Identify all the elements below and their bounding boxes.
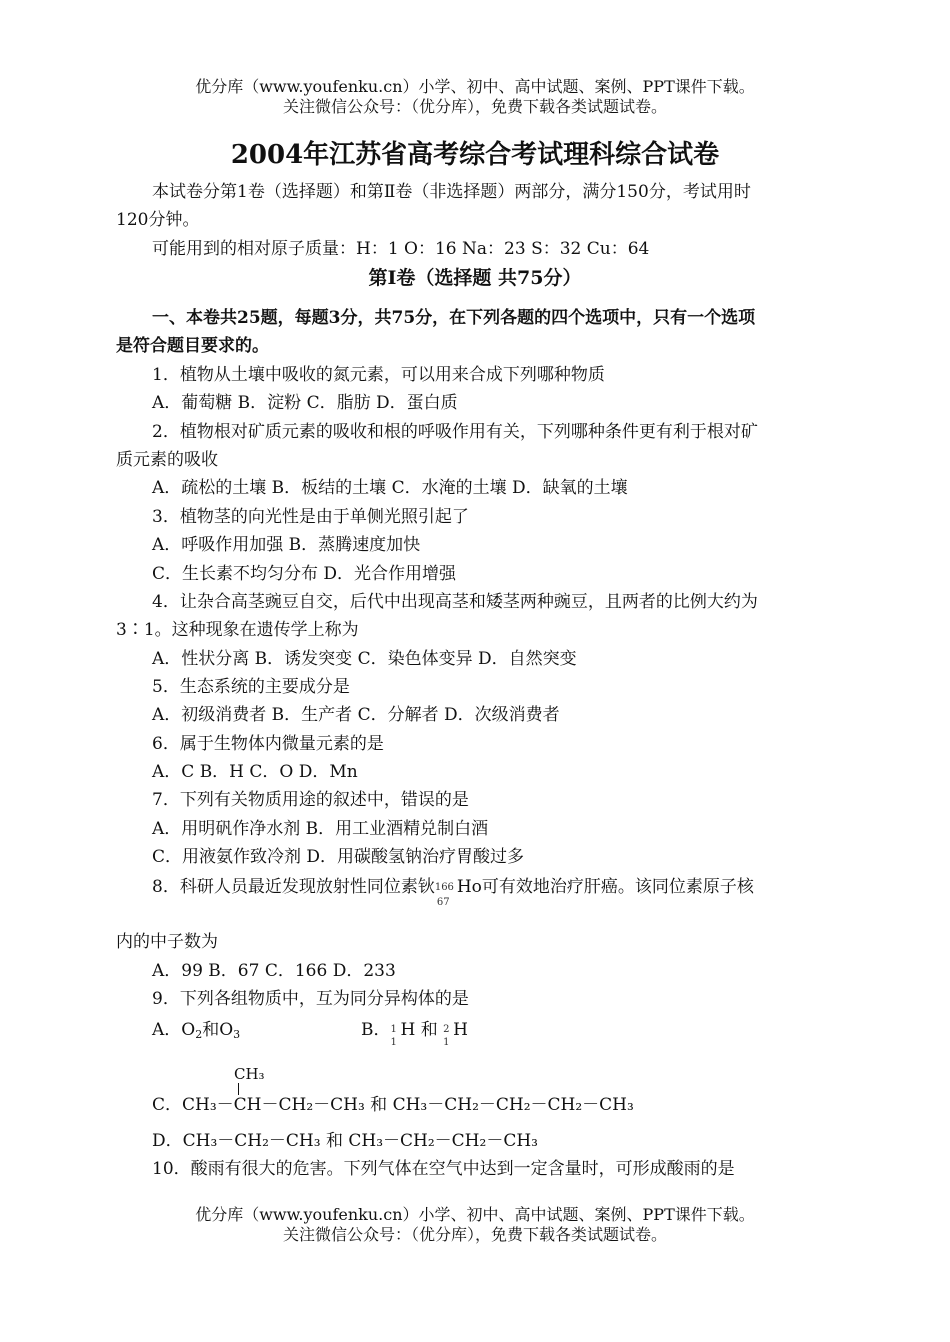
q2-stem-line2: 质元素的吸收	[116, 450, 218, 470]
q4-stem-line2: 3∶1。这种现象在遗传学上称为	[116, 620, 359, 640]
methyl-branch-label: CH₃	[234, 1065, 265, 1083]
q8-stem-line1	[152, 875, 842, 908]
q5-stem: 5．生态系统的主要成分是	[152, 677, 350, 697]
q1-options: A．葡萄糖 B．淀粉 C．脂肪 D．蛋白质	[152, 393, 458, 413]
q4-options: A．性状分离 B．诱发突变 C．染色体变异 D．自然突变	[152, 649, 577, 669]
q7-options-line2: C．用液氨作致冷剂 D．用碳酸氢钠治疗胃酸过多	[152, 847, 525, 867]
watermark-header-line1: 优分库（www.youfenku.cn）小学、初中、高中试题、案例、PPT课件下载。	[195, 77, 755, 96]
intro-line2: 120分钟。	[116, 210, 200, 230]
q9-option-d: D．CH₃－CH₂－CH₃ 和 CH₃－CH₂－CH₂－CH₃	[152, 1131, 538, 1151]
q7-stem: 7．下列有关物质用途的叙述中，错误的是	[152, 790, 469, 810]
q3-stem: 3．植物茎的向光性是由于单侧光照引起了	[152, 507, 469, 527]
q4-stem-line1: 4．让杂合高茎豌豆自交，后代中出现高茎和矮茎两种豌豆，且两者的比例大约为	[152, 592, 758, 612]
q2-stem-line1: 2．植物根对矿质元素的吸收和根的呼吸作用有关，下列哪种条件更有利于根对矿	[152, 422, 758, 442]
isotope-notation	[434, 875, 457, 908]
section-instruction-line2: 是符合题目要求的。	[116, 336, 269, 356]
isotope-atomic-number: 67	[436, 897, 450, 908]
q3-options-line1: A．呼吸作用加强 B．蒸腾速度加快	[152, 535, 421, 555]
methyl-branch	[232, 1065, 272, 1095]
q8-stem-part-a: 8．科研人员最近发现放射性同位素钬	[152, 877, 435, 897]
q8-stem-part-b: 可有效地治疗肝癌。该同位素原子核	[481, 877, 754, 897]
hydrogen-isotope-2: 2 1	[443, 1024, 450, 1048]
q8-options: A．99 B．67 C．166 D．233	[152, 961, 396, 981]
isotope-mass-number: 166	[434, 882, 454, 893]
q9-options-ab	[152, 1018, 842, 1048]
q10-stem: 10．酸雨有很大的危害。下列气体在空气中达到一定含量时，可形成酸雨的是	[152, 1159, 735, 1179]
q9-option-b: B． 1 1 H 和 2 1 H	[360, 1020, 468, 1048]
q5-options: A．初级消费者 B．生产者 C．分解者 D．次级消费者	[152, 705, 560, 725]
q9-stem: 9．下列各组物质中，互为同分异构体的是	[152, 989, 469, 1009]
atomic-mass-line: 可能用到的相对原子质量：H：1 O：16 Na：23 S：32 Cu：64	[152, 239, 650, 259]
hydrogen-isotope-1: 1 1	[390, 1024, 397, 1048]
q6-stem: 6．属于生物体内微量元素的是	[152, 734, 384, 754]
q9-option-c: C．CH₃－CH－CH₂－CH₃ 和 CH₃－CH₂－CH₂－CH₂－CH₃	[152, 1095, 634, 1115]
q6-options: A．C B．H C．O D．Mn	[152, 762, 358, 782]
q1-stem: 1．植物从土壤中吸收的氮元素，可以用来合成下列哪种物质	[152, 365, 605, 385]
q3-options-line2: C．生长素不均匀分布 D．光合作用增强	[152, 564, 457, 584]
q8-stem-line2: 内的中子数为	[116, 932, 218, 952]
intro-line1: 本试卷分第1卷（选择题）和第Ⅱ卷（非选择题）两部分，满分150分，考试用时	[152, 182, 751, 202]
q7-options-line1: A．用明矾作净水剂 B．用工业酒精兑制白酒	[152, 819, 489, 839]
page-title: 2004年江苏省高考综合考试理科综合试卷	[230, 140, 720, 170]
isotope-symbol: Ho	[456, 877, 482, 897]
section-instruction-line1: 一、本卷共25题，每题3分，共75分，在下列各题的四个选项中，只有一个选项	[152, 308, 756, 328]
watermark-footer-line2: 关注微信公众号：（优分库），免费下载各类试题试卷。	[282, 1225, 667, 1244]
q2-options: A．疏松的土壤 B．板结的土壤 C．水淹的土壤 D．缺氧的土壤	[152, 478, 628, 498]
q9-option-a: A．$O_2$和$O_3$	[152, 1020, 241, 1041]
watermark-footer-line1: 优分库（www.youfenku.cn）小学、初中、高中试题、案例、PPT课件下载。	[195, 1205, 755, 1224]
section-title: 第Ⅰ卷（选择题 共75分）	[368, 267, 582, 289]
watermark-header-line2: 关注微信公众号：（优分库），免费下载各类试题试卷。	[282, 97, 667, 116]
